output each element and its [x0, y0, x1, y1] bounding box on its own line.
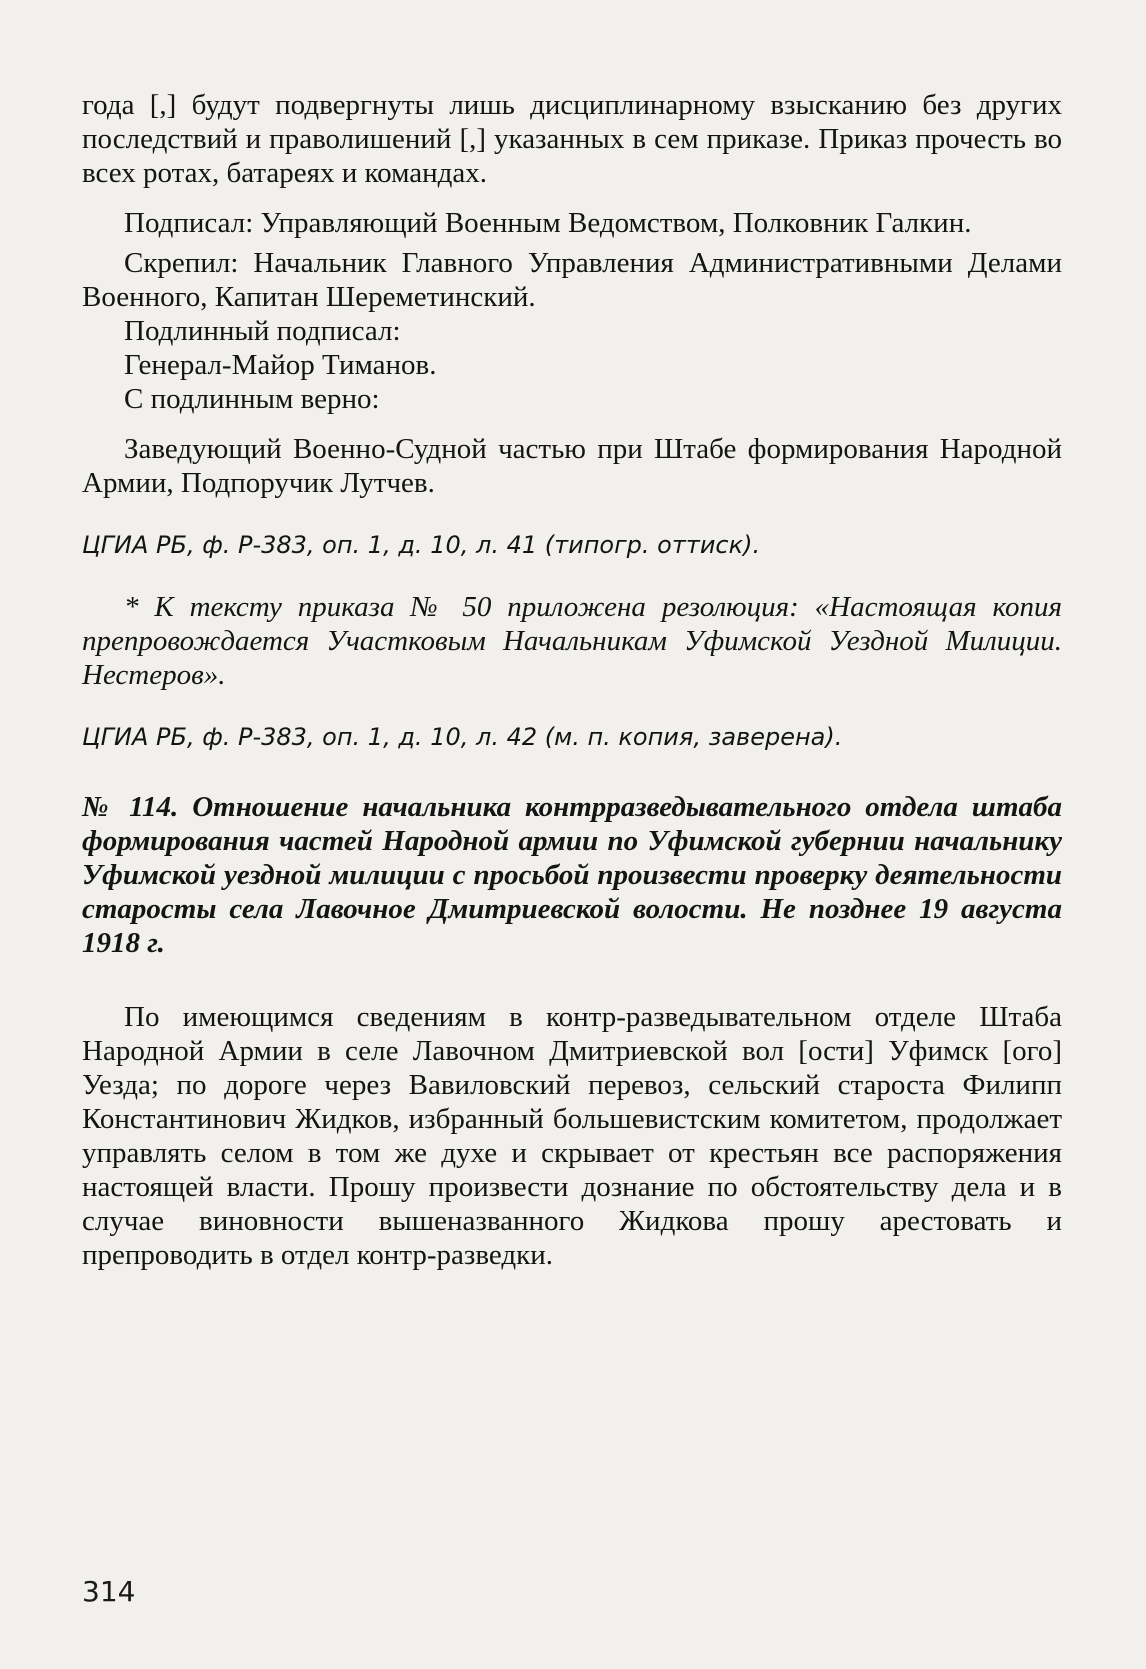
original-signed-name: Генерал-Майор Тиманов. — [124, 349, 437, 381]
document-heading: № 114. Отношение начальника контрразведывательного отдела штаба формирования частей Народной армии по Уфимской губернии начальнику Уфимской уездной милиции с просьбой произвести проверку деятельности старосты села Лавочное Дмитриевской волости. Не позднее 19 августа 1918 г. — [82, 791, 1062, 959]
footnote-resolution: * К тексту приказа № 50 приложена резолюция: «Настоящая копия препровождается Участковым Начальникам Уфимской Уездной Милиции. Нестеров». — [82, 591, 1062, 691]
archive-source-2: ЦГИА РБ, ф. Р-383, оп. 1, д. 10, л. 42 (м. п. копия, заверена). — [82, 723, 843, 751]
document-body: По имеющимся сведениям в контр-разведывательном отделе Штаба Народной Армии в селе Лавочном Дмитриевской вол [ости] Уфимск [ого] Уезда; по дороге через Вавиловский перевоз, сельский староста Филипп Константинович Жидков, избранный большевистским комитетом, продолжает управлять селом в том же духе и скрывает от крестьян все распоряжения настоящей власти. Прошу произвести дознание по обстоятельству дела и в случае виновности вышеназванного Жидкова прошу арестовать и препроводить в отдел контр-разведки. — [82, 1001, 1062, 1271]
text-column — [82, 88, 1062, 1272]
countersigned-line: Скрепил: Начальник Главного Управления Административными Делами Военного, Капитан Шереметинский. — [82, 247, 1062, 313]
page-number: 314 — [82, 1575, 136, 1608]
signed-by-line: Подписал: Управляющий Военным Ведомством, Полковник Галкин. — [124, 207, 972, 239]
continuation-paragraph: года [,] будут подвергнуты лишь дисциплинарному взысканию без других последствий и праволишений [,] указанных в сем приказе. Приказ прочесть во всех ротах, батареях и командах. — [82, 89, 1062, 189]
original-signed-label: Подлинный подписал: — [124, 315, 401, 347]
certified-label: С подлинным верно: — [124, 383, 380, 415]
archive-source-1: ЦГИА РБ, ф. Р-383, оп. 1, д. 10, л. 41 (типогр. оттиск). — [82, 531, 761, 559]
certified-by-line: Заведующий Военно-Судной частью при Штабе формирования Народной Армии, Подпоручик Лутчев. — [82, 433, 1062, 499]
